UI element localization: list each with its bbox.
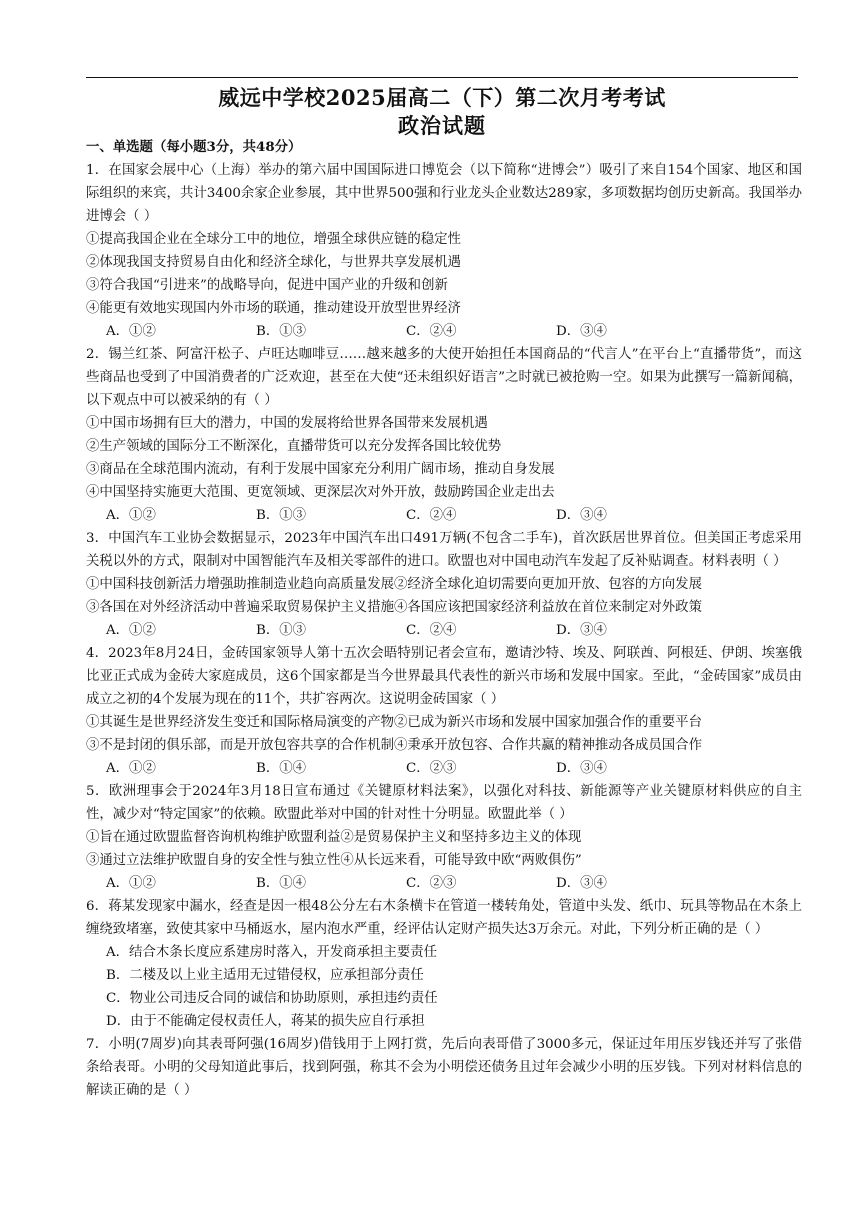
options-row <box>86 320 802 343</box>
options-row <box>86 872 802 895</box>
question-1 <box>86 159 802 343</box>
statement: ②生产领域的国际分工不断深化，直播带货可以充分发挥各国比较优势 <box>86 439 502 454</box>
option-c[interactable]: C．②④ <box>406 508 457 523</box>
option-b[interactable]: B．①③ <box>256 508 307 523</box>
question-5 <box>86 780 802 895</box>
option-d[interactable]: D．③④ <box>556 876 607 891</box>
option-d[interactable]: D．③④ <box>556 324 607 339</box>
option-b[interactable]: B．①③ <box>256 623 307 638</box>
statement: ①旨在通过欧盟监督咨询机构维护欧盟利益②是贸易保护主义和坚持多边主义的体现 <box>86 830 582 845</box>
exam-title: 威远中学校2025届高二（下）第二次月考考试 <box>218 85 666 110</box>
title-block <box>86 84 798 140</box>
option-b[interactable]: B．①③ <box>256 324 307 339</box>
question-stem: 2．锡兰红茶、阿富汗松子、卢旺达咖啡豆……越来越多的大使开始担任本国商品的“代言人”在平台上“直播带货”，而这些商品也受到了中国消费者的广泛欢迎，甚至在大使“还未组织好语言”之时就已被抢购一空。如果为此撰写一篇新闻稿，以下观点中可以被采纳的有（ ） <box>86 347 802 408</box>
statement: ③通过立法维护欧盟自身的安全性与独立性④从长远来看，可能导致中欧“两败俱伤” <box>86 853 582 868</box>
question-stem: 7．小明(7周岁)向其表哥阿强(16周岁)借钱用于上网打赏，先后向表哥借了3000多元，保证过年用压岁钱还并写了张借条给表哥。小明的父母知道此事后，找到阿强，称其不会为小明偿还债务且过年会减少小明的压岁钱。下列对材料信息的解读正确的是（ ） <box>86 1037 802 1098</box>
option-d[interactable]: D．③④ <box>556 761 607 776</box>
question-7 <box>86 1033 802 1102</box>
option-a[interactable]: A．①② <box>106 623 156 638</box>
question-stem: 1．在国家会展中心（上海）举办的第六届中国国际进口博览会（以下简称“进博会”）吸引了来自154个国家、地区和国际组织的来宾，共计3400余家企业参展，其中世界500强和行业龙头企业数达289家，多项数据均创历史新高。我国举办进博会（ ） <box>86 163 802 224</box>
statement: ③商品在全球范围内流动，有利于发展中国家充分利用广阔市场，推动自身发展 <box>86 462 555 477</box>
options-row <box>86 619 802 642</box>
statement: ④能更有效地实现国内外市场的联通，推动建设开放型世界经济 <box>86 301 461 316</box>
options-row <box>86 757 802 780</box>
option-a[interactable]: A．①② <box>106 508 156 523</box>
statement: ③符合我国“引进来”的战略导向，促进中国产业的升级和创新 <box>86 278 448 293</box>
statement: ①提高我国企业在全球分工中的地位，增强全球供应链的稳定性 <box>86 232 461 247</box>
option-d[interactable]: D．由于不能确定侵权责任人，蒋某的损失应自行承担 <box>106 1014 425 1029</box>
option-b[interactable]: B．①④ <box>256 876 307 891</box>
question-4 <box>86 642 802 780</box>
option-c[interactable]: C．②④ <box>406 324 457 339</box>
option-a[interactable]: A．①② <box>106 876 156 891</box>
option-c[interactable]: C．②③ <box>406 876 457 891</box>
option-a[interactable]: A．①② <box>106 324 156 339</box>
section-heading: 一、单选题（每小题3分，共48分） <box>86 139 302 155</box>
option-d[interactable]: D．③④ <box>556 508 607 523</box>
statement: ③不是封闭的俱乐部，而是开放包容共享的合作机制④秉承开放包容、合作共赢的精神推动各成员国合作 <box>86 738 702 753</box>
option-d[interactable]: D．③④ <box>556 623 607 638</box>
question-stem: 5．欧洲理事会于2024年3月18日宣布通过《关键原材料法案》，以强化对科技、新能源等产业关键原材料供应的自主性，减少对“特定国家”的依赖。欧盟此举对中国的针对性十分明显。欧盟此举（ ） <box>86 784 802 822</box>
statement: ③各国在对外经济活动中普遍采取贸易保护主义措施④各国应该把国家经济利益放在首位来制定对外政策 <box>86 600 702 615</box>
question-stem: 3．中国汽车工业协会数据显示，2023年中国汽车出口491万辆(不包含二手车)，首次跃居世界首位。但美国正考虑采用关税以外的方式，限制对中国智能汽车及相关零部件的进口。欧盟也对中国电动汽车发起了反补贴调查。材料表明（ ） <box>86 531 802 569</box>
question-stem: 6．蒋某发现家中漏水，经查是因一根48公分左右木条横卡在管道一楼转角处，管道中头发、纸巾、玩具等物品在木条上缠绕致堵塞，致使其家中马桶返水，屋内泡水严重，经评估认定财产损失达3万余元。对此，下列分析正确的是（ ） <box>86 899 802 937</box>
statement: ④中国坚持实施更大范围、更宽领域、更深层次对外开放，鼓励跨国企业走出去 <box>86 485 555 500</box>
option-a[interactable]: A．①② <box>106 761 156 776</box>
option-c[interactable]: C．物业公司违反合同的诚信和协助原则，承担违约责任 <box>106 991 438 1006</box>
statement: ①中国市场拥有巨大的潜力，中国的发展将给世界各国带来发展机遇 <box>86 416 488 431</box>
question-stem: 4．2023年8月24日，金砖国家领导人第十五次会晤特别记者会宣布，邀请沙特、埃及、阿联酋、阿根廷、伊朗、埃塞俄比亚正式成为金砖大家庭成员，这6个国家都是当今世界最具代表性的新兴市场和发展中国家。至此，“金砖国家”成员由成立之初的4个发展为现在的11个，共扩容两次。这说明金砖国家（ ） <box>86 646 802 707</box>
question-3 <box>86 527 802 642</box>
exam-subtitle: 政治试题 <box>398 113 486 138</box>
statement: ①其诞生是世界经济发生变迁和国际格局演变的产物②已成为新兴市场和发展中国家加强合作的重要平台 <box>86 715 702 730</box>
question-2 <box>86 343 802 527</box>
option-b[interactable]: B．二楼及以上业主适用无过错侵权，应承担部分责任 <box>106 968 424 983</box>
option-c[interactable]: C．②④ <box>406 623 457 638</box>
option-c[interactable]: C．②③ <box>406 761 457 776</box>
top-rule <box>86 77 798 78</box>
option-a[interactable]: A．结合木条长度应系建房时落入，开发商承担主要责任 <box>106 945 438 960</box>
statement: ①中国科技创新活力增强助推制造业趋向高质量发展②经济全球化迫切需要向更加开放、包容的方向发展 <box>86 577 702 592</box>
exam-content <box>86 136 802 1102</box>
statement: ②体现我国支持贸易自由化和经济全球化，与世界共享发展机遇 <box>86 255 461 270</box>
options-row <box>86 504 802 527</box>
question-6 <box>86 895 802 1033</box>
option-b[interactable]: B．①④ <box>256 761 307 776</box>
